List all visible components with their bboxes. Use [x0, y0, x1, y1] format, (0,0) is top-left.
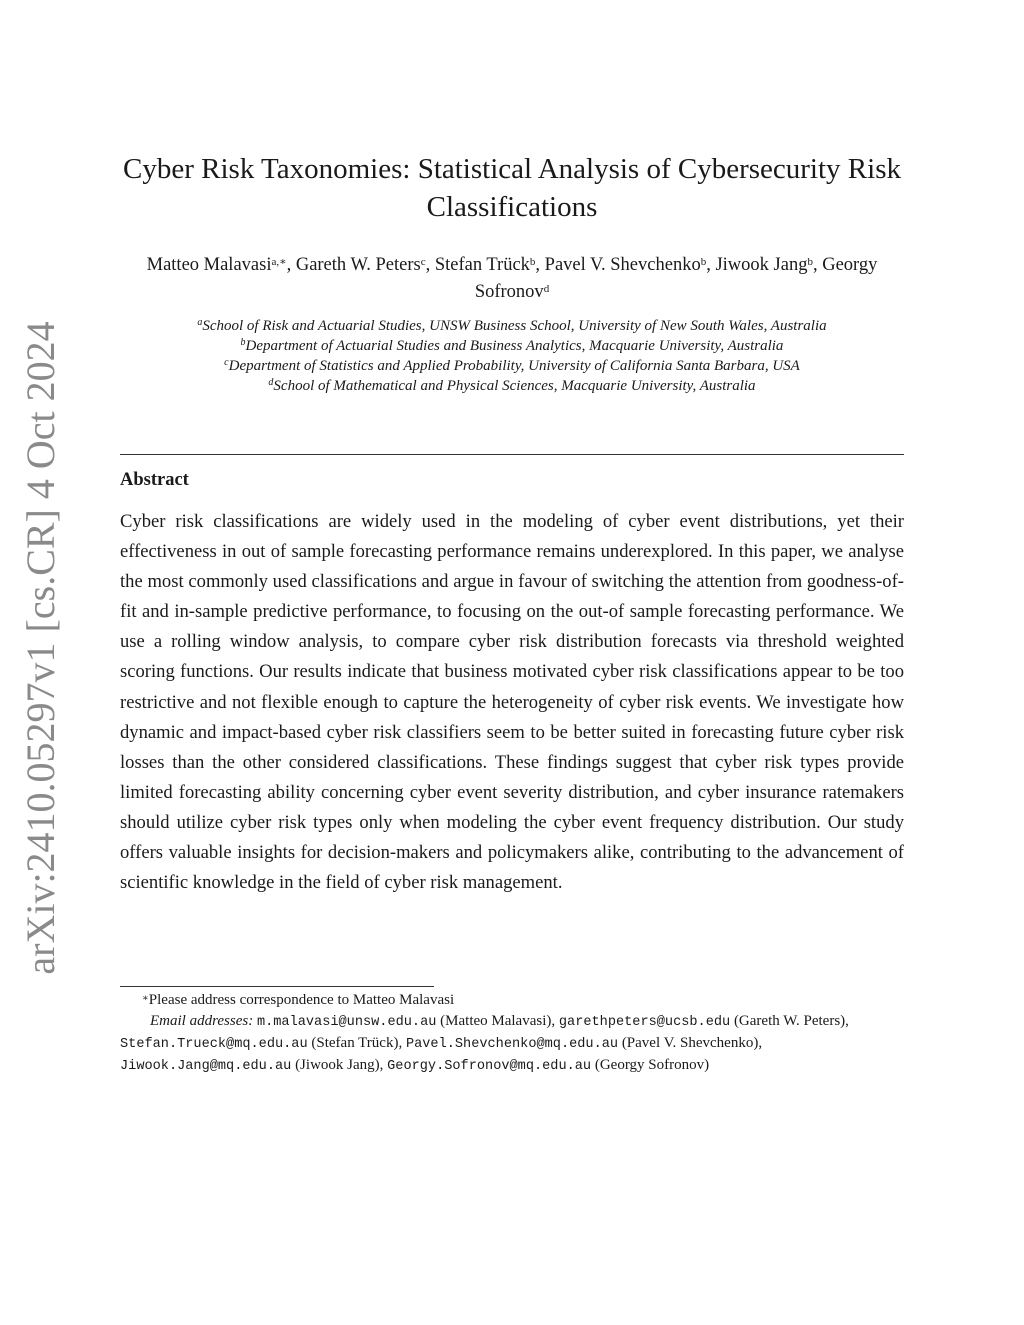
- author: Jiwook Jang$^b$,: [715, 255, 823, 275]
- email-entry: garethpeters@ucsb.edu (Gareth W. Peters),: [558, 1013, 849, 1030]
- author: Matteo Malavasi$^{a,∗}$,: [146, 255, 296, 275]
- email-entry: Jiwook.Jang@mq.edu.au (Jiwook Jang),: [120, 1057, 388, 1074]
- email-entry: Georgy.Sofronov@mq.edu.au (Georgy Sofronov): [387, 1057, 710, 1074]
- footnote-divider: [120, 986, 434, 987]
- correspondence-footnote: ∗Please address correspondence to Matteo Malavasi: [142, 992, 455, 1008]
- abstract-heading: Abstract: [120, 470, 189, 490]
- email-footnote: Email addresses: m.malavasi@unsw.edu.au (Matteo Malavasi), garethpeters@ucsb.edu (Gareth W. Peters), Stefan.Trueck@mq.edu.au (Stefan Trück), Pavel.Shevchenko@mq.edu.au (Pavel V. Shevchenko), Jiwook.Jang@mq.edu.au (Jiwook Jang), Georgy.Sofronov@mq.edu.au (Georgy Sofronov): [120, 1013, 849, 1074]
- section-divider: [120, 454, 904, 455]
- email-link[interactable]: Stefan.Trueck@mq.edu.au: [120, 1037, 308, 1052]
- author: Pavel V. Shevchenko$^b$,: [544, 255, 716, 275]
- affiliation: $^c$Department of Statistics and Applied Probability, University of California Santa Barbara, USA: [224, 357, 800, 374]
- affiliation: $^d$School of Mathematical and Physical Sciences, Macquarie University, Australia: [268, 377, 756, 394]
- arxiv-identifier: arXiv:2410.05297v1 [cs.CR] 4 Oct 2024: [18, 321, 63, 975]
- author-list: [120, 252, 904, 306]
- affiliation: $^b$Department of Actuarial Studies and Business Analytics, Macquarie University, Australia: [240, 337, 784, 354]
- email-entry: Pavel.Shevchenko@mq.edu.au (Pavel V. Shevchenko),: [405, 1035, 763, 1052]
- email-link[interactable]: Georgy.Sofronov@mq.edu.au: [387, 1059, 592, 1074]
- author: Gareth W. Peters$^c$,: [295, 255, 435, 275]
- paper-title: Cyber Risk Taxonomies: Statistical Analysis of Cybersecurity Risk Classifications: [123, 153, 901, 223]
- email-entry: Stefan.Trueck@mq.edu.au (Stefan Trück),: [120, 1035, 406, 1052]
- email-link[interactable]: Pavel.Shevchenko@mq.edu.au: [405, 1037, 619, 1052]
- author: Georgy Sofronov$^d$: [474, 255, 878, 302]
- footnotes: [120, 990, 904, 1077]
- email-link[interactable]: Jiwook.Jang@mq.edu.au: [120, 1059, 292, 1074]
- affiliation-list: [110, 316, 914, 396]
- affiliation: $^a$School of Risk and Actuarial Studies, UNSW Business School, University of New South Wales, Australia: [197, 317, 827, 334]
- email-entry: m.malavasi@unsw.edu.au (Matteo Malavasi),: [256, 1013, 559, 1030]
- email-link[interactable]: garethpeters@ucsb.edu: [558, 1015, 731, 1030]
- email-link[interactable]: m.malavasi@unsw.edu.au: [256, 1015, 437, 1030]
- author: Stefan Trück$^b$,: [434, 255, 545, 275]
- abstract-text: Cyber risk classifications are widely used in the modeling of cyber event distributions, yet their effectiveness in out of sample forecasting performance remains underexplored. In this paper, we analyse the most commonly used classifications and argue in favour of switching the attention from goodness-of-fit and in-sample predictive performance, to focusing on the out-of sample forecasting performance. We use a rolling window analysis, to compare cyber risk distribution forecasts via threshold weighted scoring functions. Our results indicate that business motivated cyber risk classifications appear to be too restrictive and not flexible enough to capture the heterogeneity of cyber risk events. We investigate how dynamic and impact-based cyber risk classifiers seem to be better suited in forecasting future cyber risk losses than the other considered classifications. These findings suggest that cyber risk types provide limited forecasting ability concerning cyber event severity distribution, and cyber insurance ratemakers should utilize cyber risk types only when modeling the cyber event frequency distribution. Our study offers valuable insights for decision-makers and policymakers alike, contributing to the advancement of scientific knowledge in the field of cyber risk management.: [120, 511, 904, 894]
